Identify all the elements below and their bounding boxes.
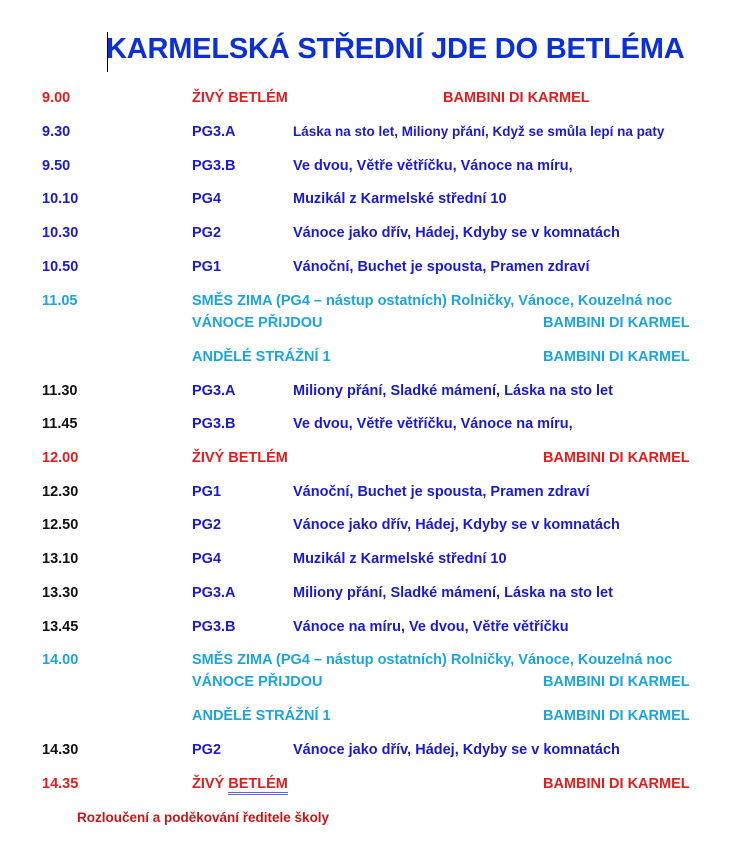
group-label: PG2 [192,742,222,758]
time-11-45: 11.45 [42,416,78,432]
group-label: PG3.B [192,619,236,635]
song-list: Ve dvou, Větře větříčku, Vánoce na míru, [293,158,573,174]
event-zivy-betlem: ŽIVÝ BETLÉM [192,450,288,466]
group-label: PG2 [192,517,222,533]
group-label: PG3.A [192,124,236,140]
performer-bambini: BAMBINI DI KARMEL [543,674,690,690]
time-14-00: 14.00 [42,652,79,668]
song-andele-strazni: ANDĚLÉ STRÁŽNÍ 1 [192,349,331,365]
song-list: Vánoce na míru, Ve dvou, Větře větříčku [293,619,569,635]
group-label: PG4 [192,551,222,567]
time-12-00: 12.00 [42,450,79,466]
song-vanoce-prijdou: VÁNOCE PŘIJDOU [192,674,323,690]
time-10-10: 10.10 [42,191,79,207]
closing-remark: Rozloučení a poděkování ředitele školy [77,810,330,825]
song-list: Vánoční, Buchet je spousta, Pramen zdraví [293,259,590,275]
group-label: PG1 [192,259,222,275]
group-label: PG4 [192,191,222,207]
time-11-05: 11.05 [42,293,78,309]
performer-bambini: BAMBINI DI KARMEL [543,708,690,724]
time-13-30: 13.30 [42,585,79,601]
event-zivy-betlem: ŽIVÝ BETLÉM [192,90,288,106]
song-list: Muzikál z Karmelské střední 10 [293,191,507,207]
performer-bambini: BAMBINI DI KARMEL [543,776,690,792]
time-13-10: 13.10 [42,551,79,567]
time-9-30: 9.30 [42,124,71,140]
song-andele-strazni: ANDĚLÉ STRÁŽNÍ 1 [192,708,331,724]
song-list: Miliony přání, Sladké mámení, Láska na sto let [293,383,613,399]
group-label: PG3.B [192,416,236,432]
page-title: KARMELSKÁ STŘEDNÍ JDE DO BETLÉMA [106,33,685,65]
time-10-30: 10.30 [42,225,79,241]
event-word: ŽIVÝ [192,776,229,792]
performer-bambini: BAMBINI DI KARMEL [543,349,690,365]
song-list: Vánoční, Buchet je spousta, Pramen zdraví [293,484,590,500]
song-list: Láska na sto let, Miliony přání, Když se smůla lepí na paty [293,124,665,139]
performer-bambini: BAMBINI DI KARMEL [443,90,590,106]
time-9-00: 9.00 [42,90,71,106]
song-vanoce-prijdou: VÁNOCE PŘIJDOU [192,315,323,331]
time-14-30: 14.30 [42,742,79,758]
medley-label: SMĚS ZIMA (PG4 – nástup ostatních) Rolničky, Vánoce, Kouzelná noc [192,293,673,309]
song-list: Ve dvou, Větře větříčku, Vánoce na míru, [293,416,573,432]
time-12-50: 12.50 [42,517,79,533]
group-label: PG2 [192,225,222,241]
group-label: PG3.A [192,383,236,399]
group-label: PG3.B [192,158,236,174]
performer-bambini: BAMBINI DI KARMEL [543,450,690,466]
performer-bambini: BAMBINI DI KARMEL [543,315,690,331]
spellcheck-underlined-word: BETLÉM [228,776,288,795]
group-label: PG1 [192,484,222,500]
song-list: Muzikál z Karmelské střední 10 [293,551,507,567]
song-list: Miliony přání, Sladké mámení, Láska na sto let [293,585,613,601]
time-14-35: 14.35 [42,776,79,792]
time-9-50: 9.50 [42,158,71,174]
medley-label: SMĚS ZIMA (PG4 – nástup ostatních) Rolničky, Vánoce, Kouzelná noc [192,652,673,668]
song-list: Vánoce jako dřív, Hádej, Kdyby se v komnatách [293,742,620,758]
time-12-30: 12.30 [42,484,79,500]
time-11-30: 11.30 [42,383,78,399]
time-10-50: 10.50 [42,259,79,275]
event-zivy-betlem [192,775,288,793]
song-list: Vánoce jako dřív, Hádej, Kdyby se v komnatách [293,225,620,241]
time-13-45: 13.45 [42,619,79,635]
group-label: PG3.A [192,585,236,601]
song-list: Vánoce jako dřív, Hádej, Kdyby se v komnatách [293,517,620,533]
